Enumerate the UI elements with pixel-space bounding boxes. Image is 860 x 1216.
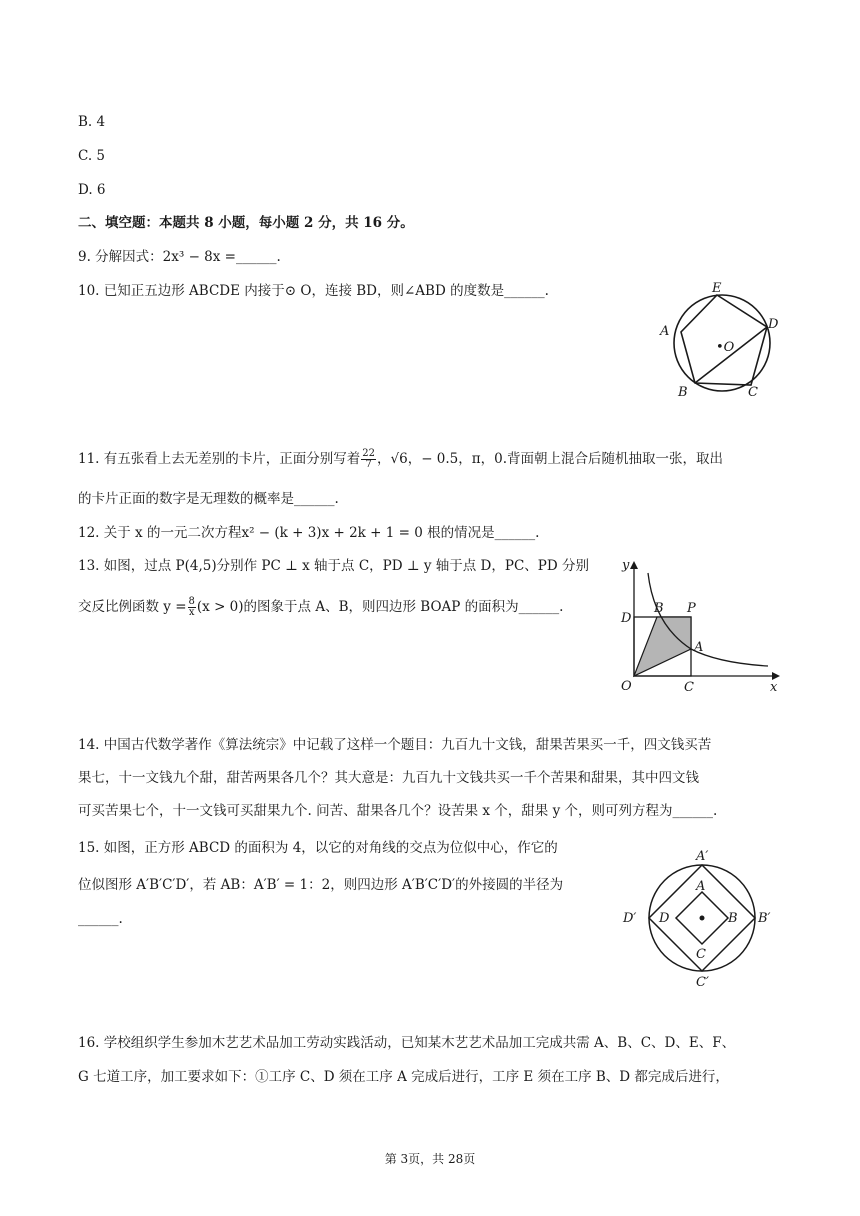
question-11-text-a: 11. 有五张看上去无差别的卡片，正面分别写着 <box>78 451 361 467</box>
shaded-quadrilateral-boap <box>634 617 691 676</box>
label-e: E <box>712 281 722 296</box>
figure-pentagon-circle <box>650 280 790 400</box>
question-10: 10. 已知正五边形 ABCDE 内接于⊙ O，连接 BD，则∠ABD 的度数是______. <box>78 283 549 299</box>
figure-hyperbola-axes <box>618 555 788 700</box>
center-point <box>700 916 705 921</box>
question-13-line-2 <box>78 597 563 618</box>
label-c-prime: C′ <box>696 975 709 990</box>
question-15-line-1: 15. 如图，正方形 ABCD 的面积为 4，以它的对角线的交点为位似中心，作它的 <box>78 840 558 856</box>
label-a: A <box>694 640 704 655</box>
label-a: A <box>696 879 706 894</box>
label-d: D <box>659 911 670 926</box>
label-o: O <box>621 679 632 694</box>
label-b-prime: B′ <box>758 911 771 926</box>
question-15-line-3: ______. <box>78 911 123 927</box>
question-13-text-a: 交反比例函数 y = <box>78 599 187 615</box>
question-13-line-1: 13. 如图，过点 P(4,5)分别作 PC ⊥ x 轴于点 C，PD ⊥ y 轴于点 D，PC、PD 分别 <box>78 558 589 574</box>
question-14-line-1: 14. 中国古代数学著作《算法统宗》中记载了这样一个题目：九百九十文钱，甜果苦果买一千，四文钱买苦 <box>78 737 712 753</box>
label-y: y <box>622 558 630 573</box>
segment-bd <box>695 327 767 383</box>
fraction-22-7 <box>361 449 376 470</box>
fraction-numerator: 8 <box>188 596 195 607</box>
question-16-line-1: 16. 学校组织学生参加木艺艺术品加工劳动实践活动，已知某木艺艺术品加工完成共需 A、B、C、D、E、F、 <box>78 1035 736 1051</box>
option-c: C. 5 <box>78 148 106 164</box>
label-x: x <box>770 680 778 695</box>
question-11-text-b: ，√6，− 0.5，π，0.背面朝上混合后随机抽取一张，取出 <box>377 451 724 467</box>
label-b: B <box>728 911 738 926</box>
fraction-8-x <box>188 597 196 618</box>
label-d: D <box>621 611 632 626</box>
option-b: B. 4 <box>78 114 106 130</box>
question-12: 12. 关于 x 的一元二次方程x² − (k + 3)x + 2k + 1 = 0 根的情况是______. <box>78 525 540 541</box>
label-b: B <box>654 601 664 616</box>
fraction-denominator: 7 <box>365 459 372 470</box>
question-11-line-1 <box>78 449 723 470</box>
x-axis-arrow <box>772 672 780 680</box>
label-a: A <box>660 324 670 339</box>
label-a-prime: A′ <box>696 849 709 864</box>
label-d-prime: D′ <box>623 911 637 926</box>
figure-homothetic-squares <box>616 838 786 998</box>
page-footer: 第 3页，共 28页 <box>384 1152 476 1166</box>
section-heading: 二、填空题：本题共 8 小题，每小题 2 分，共 16 分。 <box>78 215 414 231</box>
label-c: C <box>696 947 706 962</box>
option-d: D. 6 <box>78 182 106 198</box>
label-c: C <box>684 680 694 695</box>
question-11-line-2: 的卡片正面的数字是无理数的概率是______. <box>78 491 339 507</box>
y-axis-arrow <box>630 561 638 569</box>
question-15-line-2: 位似图形 A′B′C′D′，若 AB：A′B′ = 1：2，则四边形 A′B′C′D′的外接圆的半径为 <box>78 877 564 893</box>
label-c: C <box>748 385 758 400</box>
question-13-text-b: (x > 0)的图象于点 A、B，则四边形 BOAP 的面积为______. <box>196 599 564 615</box>
question-14-line-2: 果七，十一文钱九个甜，甜苦两果各几个？其大意是：九百九十文钱共买一千个苦果和甜果，其中四文钱 <box>78 770 699 786</box>
label-o: •O <box>716 340 735 355</box>
question-9: 9. 分解因式：2x³ − 8x =______. <box>78 249 281 265</box>
label-b: B <box>678 385 688 400</box>
question-16-line-2: G 七道工序，加工要求如下：①工序 C、D 须在工序 A 完成后进行，工序 E 须在工序 B、D 都完成后进行， <box>78 1069 729 1085</box>
fraction-denominator: x <box>188 607 195 618</box>
label-p: P <box>687 601 696 616</box>
label-d: D <box>768 317 779 332</box>
fraction-numerator: 22 <box>362 448 375 459</box>
question-14-line-3: 可买苦果七个，十一文钱可买甜果九个. 问苦、甜果各几个？设苦果 x 个，甜果 y 个，则可列方程为______. <box>78 803 718 819</box>
